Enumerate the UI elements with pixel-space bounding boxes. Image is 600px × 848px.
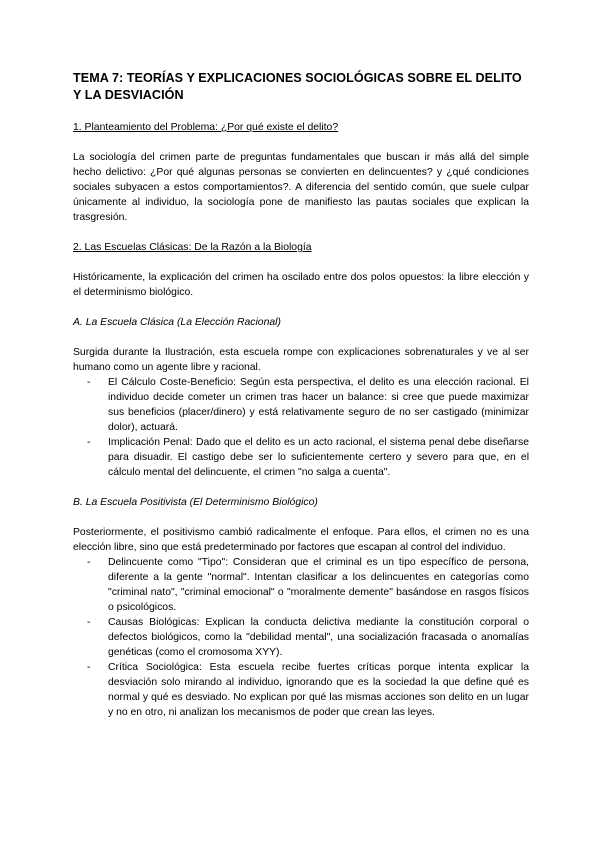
section-2-paragraph: Históricamente, la explicación del crimen ha oscilado entre dos polos opuestos: la libre elección y el determinismo biológico. [73, 272, 529, 298]
subsection-a-heading: A. La Escuela Clásica (La Elección Racional) [73, 317, 281, 328]
list-item: - Implicación Penal: Dado que el delito es un acto racional, el sistema penal debe diseñarse para disuadir. El castigo debe ser lo suficientemente certero y severo para que, en el cálculo mental del delincuente, el crimen "no salga a cuenta". [108, 435, 529, 480]
document-page [73, 70, 529, 735]
list-item: - Causas Biológicas: Explican la conducta delictiva mediante la constitución corporal o defectos biológicos, como la "debilidad mental", una socialización fracasada o anomalías genéticas (como el cromosoma XYY). [108, 615, 529, 660]
list-item: - Crítica Sociológica: Esta escuela recibe fuertes críticas porque intenta explicar la desviación solo mirando al individuo, ignorando que es la sociedad la que define qué es normal y qué es desviado. No explican por qué las mismas acciones son delito en un lugar y no en otro, ni analizan los mecanismos de poder que crean las leyes. [108, 660, 529, 720]
list-item: - Delincuente como "Tipo": Consideran que el criminal es un tipo específico de persona, diferente a la gente "normal". Intentan clasificar a los delincuentes en categorías como "criminal nato", "criminal emocional" o "moralmente demente" basándose en rasgos físicos o psicológicos. [108, 555, 529, 615]
section-2-heading: 2. Las Escuelas Clásicas: De la Razón a la Biología [73, 242, 312, 253]
subsection-b-list [73, 555, 529, 720]
document-title: TEMA 7: TEORÍAS Y EXPLICACIONES SOCIOLÓGICAS SOBRE EL DELITO Y LA DESVIACIÓN [73, 71, 522, 102]
section-1-heading: 1. Planteamiento del Problema: ¿Por qué existe el delito? [73, 122, 339, 133]
subsection-a-intro: Surgida durante la Ilustración, esta escuela rompe con explicaciones sobrenaturales y ve al ser humano como un agente libre y racional. [73, 347, 529, 373]
subsection-b-intro: Posteriormente, el positivismo cambió radicalmente el enfoque. Para ellos, el crimen no es una elección libre, sino que está predeterminado por factores que escapan al control del individuo. [73, 527, 529, 553]
list-item: - El Cálculo Coste-Beneficio: Según esta perspectiva, el delito es una elección racional. El individuo decide cometer un crimen tras hacer un balance: si cree que puede maximizar sus beneficios (placer/dinero) y está relativamente seguro de no ser castigado (minimizar dolor), actuará. [108, 375, 529, 435]
subsection-a-list [73, 375, 529, 480]
subsection-b-heading: B. La Escuela Positivista (El Determinismo Biológico) [73, 497, 318, 508]
section-1-paragraph: La sociología del crimen parte de preguntas fundamentales que buscan ir más allá del simple hecho delictivo: ¿Por qué algunas personas se convierten en delincuentes? y ¿qué condiciones sociales subyacen a estos comportamientos?. A diferencia del sentido común, que suele culpar únicamente al individuo, la sociología pone de manifiesto las pautas sociales que explican la trasgresión. [73, 152, 529, 223]
